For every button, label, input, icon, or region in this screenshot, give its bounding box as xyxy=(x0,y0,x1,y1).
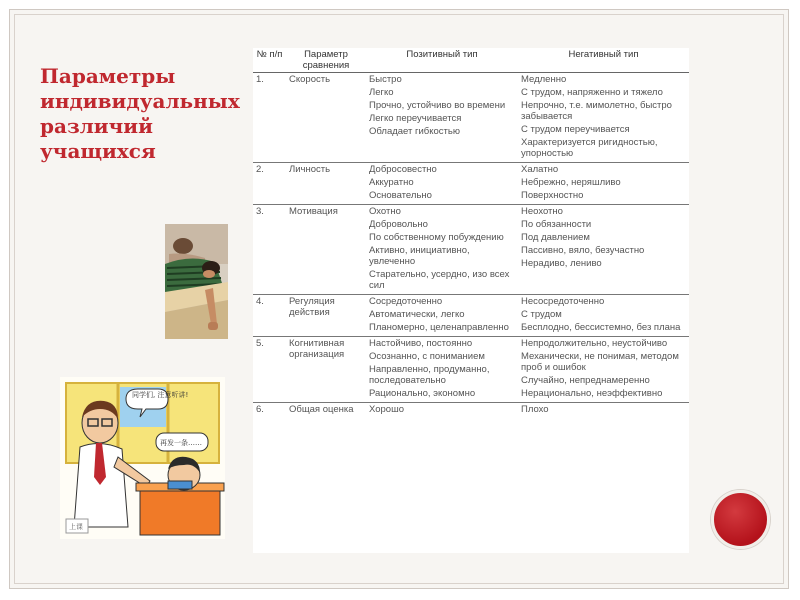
positive-type-cell xyxy=(366,73,518,163)
title-line-3: различий xyxy=(40,114,153,138)
negative-trait: Небрежно, неряшливо xyxy=(521,177,621,188)
positive-trait: Добросовестно xyxy=(369,164,437,175)
sleeping-student-illustration xyxy=(165,224,228,339)
negative-trait: Поверхностно xyxy=(521,190,584,201)
negative-type-cell xyxy=(518,205,689,295)
positive-trait: Осознанно, с пониманием xyxy=(369,351,485,362)
negative-trait: Характеризуется ригидностью, упорностью xyxy=(521,137,658,159)
negative-trait: Под давлением xyxy=(521,232,590,243)
positive-trait: По собственному побуждению xyxy=(369,232,504,243)
header-negative-type: Негативный тип xyxy=(568,49,639,60)
header-number: № п/п xyxy=(256,49,283,60)
positive-trait: Основательно xyxy=(369,190,432,201)
title-line-1: Параметры xyxy=(40,64,176,88)
negative-type-cell xyxy=(518,337,689,403)
sleeping-student-photo xyxy=(165,224,228,339)
negative-trait: По обязанности xyxy=(521,219,592,230)
table-row xyxy=(253,163,689,205)
negative-trait: Бесплодно, бессистемно, без плана xyxy=(521,322,681,333)
negative-type-cell xyxy=(518,295,689,337)
row-parameter: Когнитивная организация xyxy=(289,338,345,360)
negative-trait: Пассивно, вяло, безучастно xyxy=(521,245,645,256)
row-number: 4. xyxy=(256,296,264,307)
negative-trait: Халатно xyxy=(521,164,559,175)
positive-trait: Прочно, устойчиво во времени xyxy=(369,100,506,111)
teacher-and-student-cartoon xyxy=(60,377,225,539)
table-row xyxy=(253,73,689,163)
negative-trait: С трудом, напряженно и тяжело xyxy=(521,87,663,98)
positive-type-cell xyxy=(366,295,518,337)
header-parameter: Параметр сравнения xyxy=(302,49,350,71)
negative-trait: Плохо xyxy=(521,404,549,415)
negative-trait: Нерадиво, лениво xyxy=(521,258,602,269)
positive-trait: Быстро xyxy=(369,74,402,85)
decorative-red-circle xyxy=(711,490,770,549)
row-number: 5. xyxy=(256,338,264,349)
table-row xyxy=(253,295,689,337)
row-number: 1. xyxy=(256,74,264,85)
cartoon-sign: 上课 xyxy=(69,523,83,531)
row-parameter: Скорость xyxy=(289,74,331,85)
slide-title xyxy=(40,64,240,164)
table-row xyxy=(253,205,689,295)
title-line-2: индивидуальных xyxy=(40,89,240,113)
positive-trait: Обладает гибкостью xyxy=(369,126,460,137)
positive-trait: Добровольно xyxy=(369,219,428,230)
positive-type-cell xyxy=(366,337,518,403)
positive-type-cell xyxy=(366,205,518,295)
table-row xyxy=(253,337,689,403)
negative-trait: С трудом переучивается xyxy=(521,124,630,135)
positive-trait: Хорошо xyxy=(369,404,404,415)
row-number: 6. xyxy=(256,404,264,415)
negative-trait: С трудом xyxy=(521,309,562,320)
positive-trait: Старательно, усердно, изо всех сил xyxy=(369,269,510,291)
comparison-table-container xyxy=(253,48,689,553)
negative-type-cell xyxy=(518,73,689,163)
positive-trait: Активно, инициативно, увлеченно xyxy=(369,245,470,267)
negative-trait: Механически, не понимая, методом проб и ошибок xyxy=(521,351,679,373)
positive-trait: Настойчиво, постоянно xyxy=(369,338,473,349)
negative-trait: Непродолжительно, неустойчиво xyxy=(521,338,668,349)
cartoon-bubble-2: 再发一条…… xyxy=(160,439,202,447)
negative-trait: Случайно, непреднамеренно xyxy=(521,375,650,386)
table-body xyxy=(253,73,689,419)
positive-trait: Рационально, экономно xyxy=(369,388,476,399)
positive-trait: Аккуратно xyxy=(369,177,414,188)
negative-trait: Медленно xyxy=(521,74,567,85)
negative-trait: Несосредоточенно xyxy=(521,296,605,307)
header-positive-type: Позитивный тип xyxy=(406,49,478,60)
title-line-4: учащихся xyxy=(40,139,156,163)
row-number: 3. xyxy=(256,206,264,217)
positive-type-cell xyxy=(366,403,518,419)
negative-type-cell xyxy=(518,163,689,205)
positive-type-cell xyxy=(366,163,518,205)
cartoon-bubble-1: 同学们, 注意听讲! xyxy=(132,391,189,399)
row-parameter: Общая оценка xyxy=(289,404,354,415)
positive-trait: Сосредоточенно xyxy=(369,296,443,307)
table-header-row xyxy=(253,48,689,73)
positive-trait: Автоматически, легко xyxy=(369,309,465,320)
positive-trait: Планомерно, целенаправленно xyxy=(369,322,509,333)
positive-trait: Направленно, продуманно, последовательно xyxy=(369,364,490,386)
row-parameter: Личность xyxy=(289,164,331,175)
table-row xyxy=(253,403,689,419)
row-number: 2. xyxy=(256,164,264,175)
negative-trait: Непрочно, т.е. мимолетно, быстро забывается xyxy=(521,100,672,122)
positive-trait: Охотно xyxy=(369,206,401,217)
cartoon-illustration xyxy=(60,377,225,539)
negative-trait: Неохотно xyxy=(521,206,563,217)
comparison-table xyxy=(253,48,689,418)
positive-trait: Легко переучивается xyxy=(369,113,462,124)
row-parameter: Мотивация xyxy=(289,206,338,217)
negative-type-cell xyxy=(518,403,689,419)
negative-trait: Нерационально, неэффективно xyxy=(521,388,663,399)
row-parameter: Регуляция действия xyxy=(289,296,335,318)
positive-trait: Легко xyxy=(369,87,394,98)
